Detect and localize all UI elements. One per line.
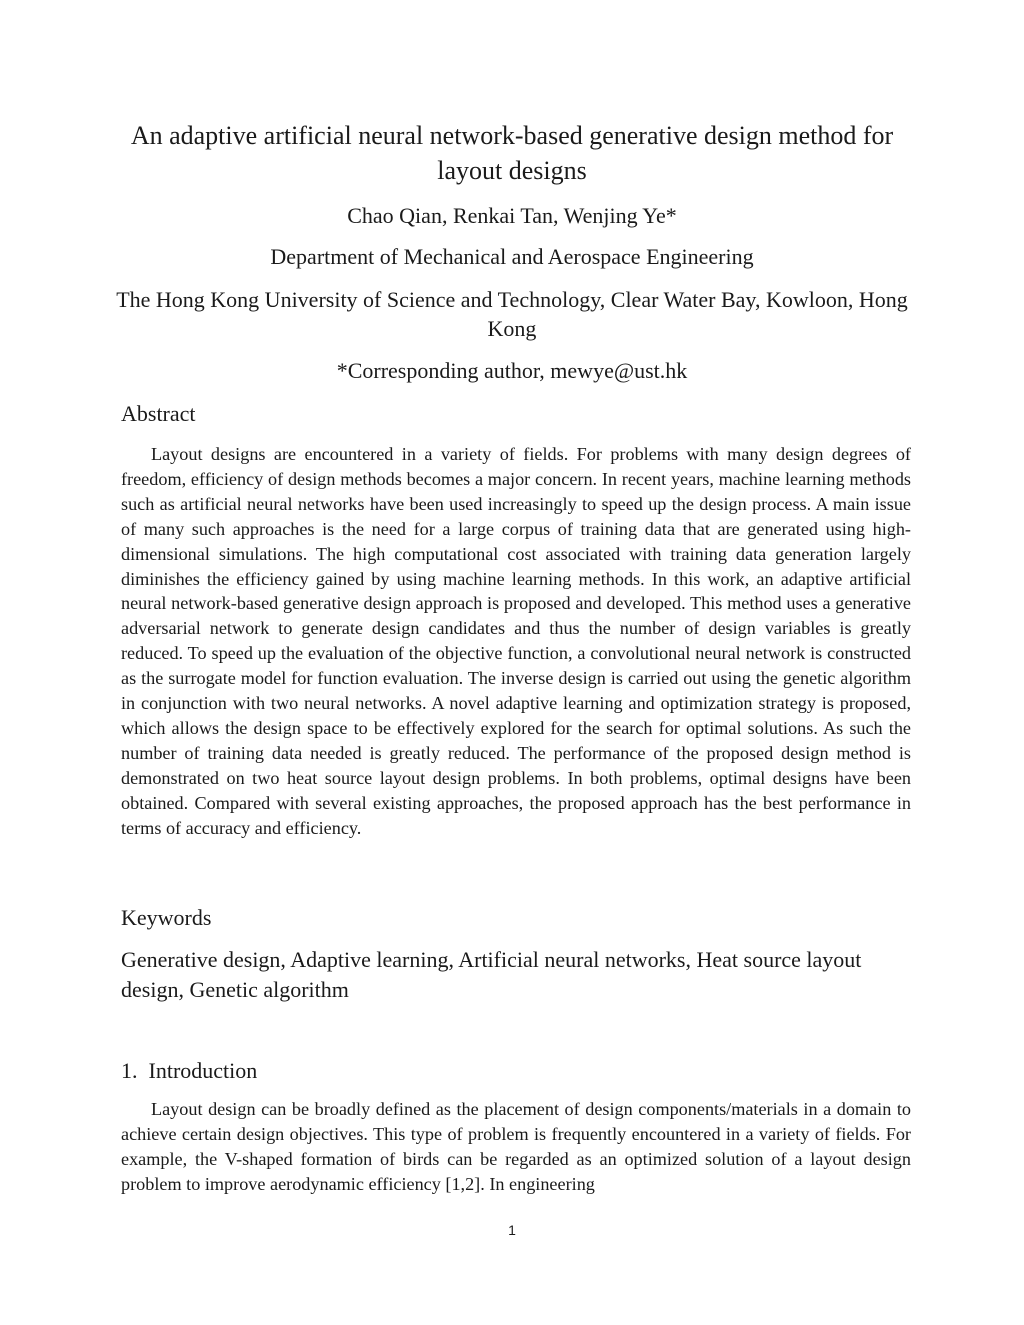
keywords-text: Generative design, Adaptive learning, Artificial neural networks, Heat source layout design, Genetic algorithm <box>121 947 862 1002</box>
keywords-heading: Keywords <box>121 905 212 930</box>
abstract-text: Layout designs are encountered in a variety of fields. For problems with many design degrees of freedom, efficiency of design methods becomes a major concern. In recent years, machine learning methods such as artificial neural networks have been used increasingly to speed up the design process. A main issue of many such approaches is the need for a large corpus of training data that are generated using high-dimensional simulations. The high computational cost associated with training data generation largely diminishes the efficiency gained by using machine learning methods. In this work, an adaptive artificial neural network-based generative design approach is proposed and developed. This method uses a generative adversarial network to generate design candidates and thus the number of design variables is greatly reduced. To speed up the evaluation of the objective function, a convolutional neural network is constructed as the surrogate model for function evaluation. The inverse design is carried out using the genetic algorithm in conjunction with two neural networks. A novel adaptive learning and optimization strategy is proposed, which allows the design space to be effectively explored for the search for optimal solutions. As such the number of training data needed is greatly reduced. The performance of the proposed design method is demonstrated on two heat source layout design problems. In both problems, optimal designs have been obtained. Compared with several existing approaches, the proposed approach has the best performance in terms of accuracy and efficiency. <box>121 444 911 838</box>
department-affiliation: Department of Mechanical and Aerospace Engineering <box>270 244 754 269</box>
introduction-text: Layout design can be broadly defined as the placement of design components/materials in a domain to achieve certain design objectives. This type of problem is frequently encountered in a variety of fields. For example, the V-shaped formation of birds can be regarded as an optimized solution of a layout design problem to improve aerodynamic efficiency [1,2]. In engineering <box>121 1099 911 1194</box>
corresponding-author: *Corresponding author, mewye@ust.hk <box>336 358 688 383</box>
university-affiliation: The Hong Kong University of Science and Technology, Clear Water Bay, Kowloon, Hong Kong <box>116 287 908 341</box>
paper-title: An adaptive artificial neural network-based generative design method for layout designs <box>130 121 894 185</box>
page-number: 1 <box>508 1222 516 1238</box>
abstract-heading: Abstract <box>121 401 196 426</box>
introduction-heading: 1. Introduction <box>121 1058 258 1083</box>
author-list: Chao Qian, Renkai Tan, Wenjing Ye* <box>347 203 677 228</box>
